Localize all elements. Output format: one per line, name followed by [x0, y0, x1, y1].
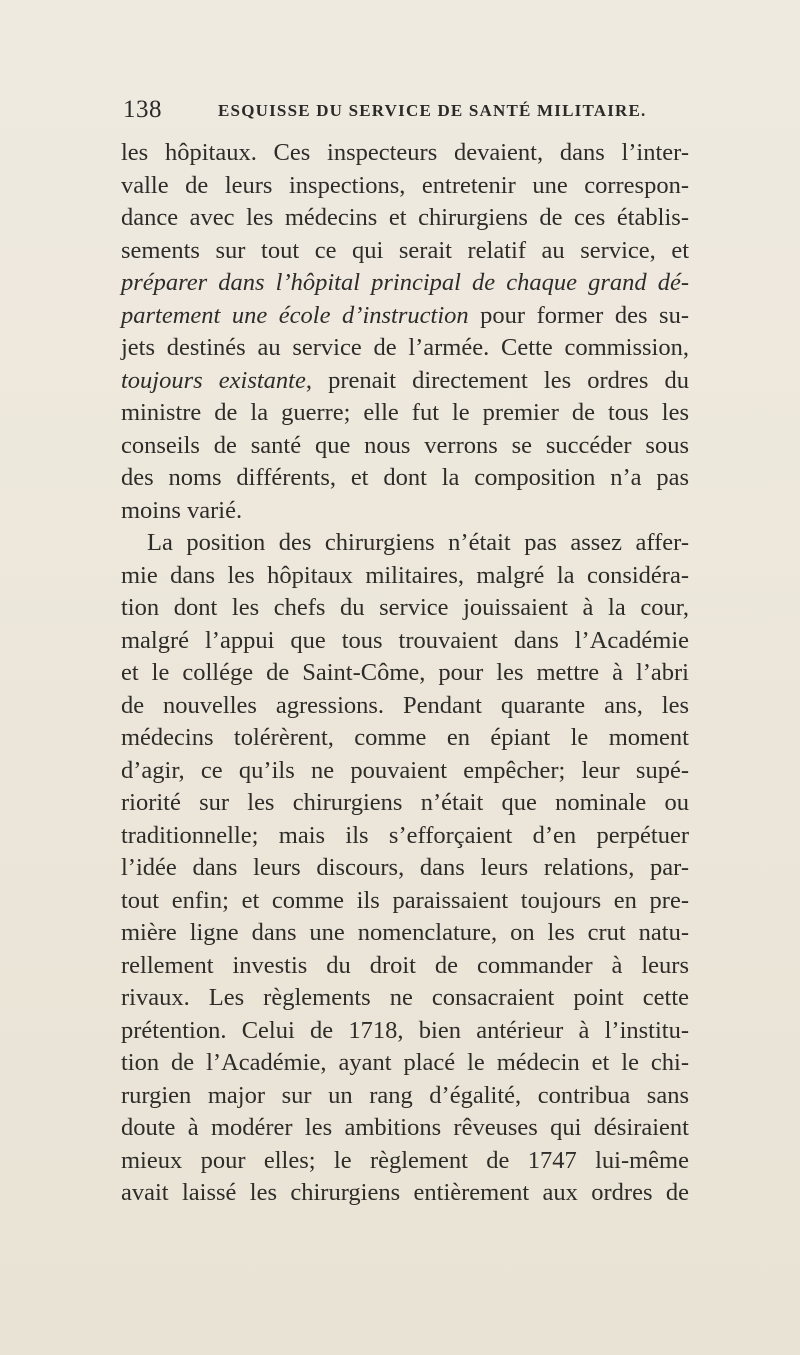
- text-line: [121, 365, 689, 398]
- text-line: [121, 1112, 689, 1145]
- line-text: traditionnelle; mais ils s’efforçaient d’en perpétuer: [121, 821, 689, 849]
- line-text: , prenait directement les ordres du: [305, 366, 689, 394]
- line-text: moins varié.: [121, 496, 243, 524]
- text-line: [121, 527, 689, 560]
- italic-text: partement une école d’instruction: [121, 301, 469, 329]
- text-line: [121, 300, 689, 333]
- text-line: [121, 137, 689, 170]
- text-line: [121, 885, 689, 918]
- text-line: [121, 722, 689, 755]
- line-text: mieux pour elles; le règlement de 1747 lui-même: [121, 1146, 689, 1174]
- line-text: dance avec les médecins et chirurgiens de ces établis-: [121, 204, 689, 231]
- line-text: conseils de santé que nous verrons se succéder sous: [121, 431, 689, 459]
- body-text: [121, 137, 689, 1210]
- italic-text: toujours existante: [121, 366, 306, 394]
- line-text: jets destinés au service de l’armée. Cette commission,: [121, 334, 689, 361]
- text-line: [121, 235, 689, 268]
- line-text: riorité sur les chirurgiens n’était que nominale ou: [121, 789, 689, 816]
- line-text: valle de leurs inspections, entretenir une correspon-: [121, 171, 689, 199]
- line-text: avait laissé les chirurgiens entièrement aux ordres de: [121, 1179, 689, 1206]
- line-text: ministre de la guerre; elle fut le premier de tous les: [121, 399, 689, 426]
- line-text: de nouvelles agressions. Pendant quarante ans, les: [121, 691, 689, 719]
- line-text: mie dans les hôpitaux militaires, malgré la considéra-: [121, 561, 689, 589]
- page-header: [123, 96, 683, 126]
- line-text: malgré l’appui que tous trouvaient dans l’Académie: [121, 626, 689, 654]
- line-text: l’idée dans leurs discours, dans leurs relations, par-: [121, 854, 689, 881]
- line-text: sements sur tout ce qui serait relatif au service, et: [121, 236, 689, 264]
- line-text: des noms différents, et dont la composition n’a pas: [121, 464, 689, 491]
- text-line: [121, 982, 689, 1015]
- text-line: [121, 852, 689, 885]
- text-line: [121, 690, 689, 723]
- line-text: doute à modérer les ambitions rêveuses qui désiraient: [121, 1114, 689, 1141]
- line-text: tion de l’Académie, ayant placé le médecin et le chi-: [121, 1049, 689, 1076]
- line-text: et le collége de Saint-Côme, pour les mettre à l’abri: [121, 659, 689, 686]
- text-line: [121, 657, 689, 690]
- text-line: [121, 170, 689, 203]
- text-line: [121, 462, 689, 495]
- line-text: tout enfin; et comme ils paraissaient toujours en pre-: [121, 886, 689, 914]
- line-text: prétention. Celui de 1718, bien antérieur à l’institu-: [121, 1016, 689, 1044]
- line-text: d’agir, ce qu’ils ne pouvaient empêcher; leur supé-: [121, 756, 689, 784]
- line-text: rivaux. Les règlements ne consacraient point cette: [121, 984, 689, 1011]
- text-line: [121, 1145, 689, 1178]
- text-line: [121, 397, 689, 430]
- text-line: [121, 787, 689, 820]
- italic-text: préparer dans l’hôpital principal de chaque grand dé-: [121, 269, 689, 296]
- text-line: [121, 332, 689, 365]
- line-text: médecins tolérèrent, comme en épiant le moment: [121, 724, 689, 751]
- line-text: mière ligne dans une nomenclature, on les crut natu-: [121, 919, 689, 946]
- text-line: [121, 950, 689, 983]
- line-text: La position des chirurgiens n’était pas assez affer-: [147, 529, 689, 556]
- text-line: [121, 1047, 689, 1080]
- text-line: [121, 592, 689, 625]
- text-line: [121, 430, 689, 463]
- text-line: [121, 1177, 689, 1210]
- text-line: [121, 625, 689, 658]
- text-line: [121, 1080, 689, 1113]
- page-number: 138: [123, 96, 162, 123]
- line-text: pour former des su-: [468, 301, 689, 329]
- line-text: rellement investis du droit de commander à leurs: [121, 951, 689, 979]
- text-line: [121, 1015, 689, 1048]
- line-text: rurgien major sur un rang d’égalité, contribua sans: [121, 1081, 689, 1109]
- line-text: tion dont les chefs du service jouissaient à la cour,: [121, 594, 689, 621]
- text-line: [121, 560, 689, 593]
- text-line: [121, 267, 689, 300]
- text-line: [121, 755, 689, 788]
- text-line: [121, 495, 689, 528]
- text-line: [121, 820, 689, 853]
- line-text: les hôpitaux. Ces inspecteurs devaient, dans l’inter-: [121, 139, 689, 166]
- text-line: [121, 202, 689, 235]
- running-head: ESQUISSE DU SERVICE DE SANTÉ MILITAIRE.: [218, 101, 647, 120]
- text-line: [121, 917, 689, 950]
